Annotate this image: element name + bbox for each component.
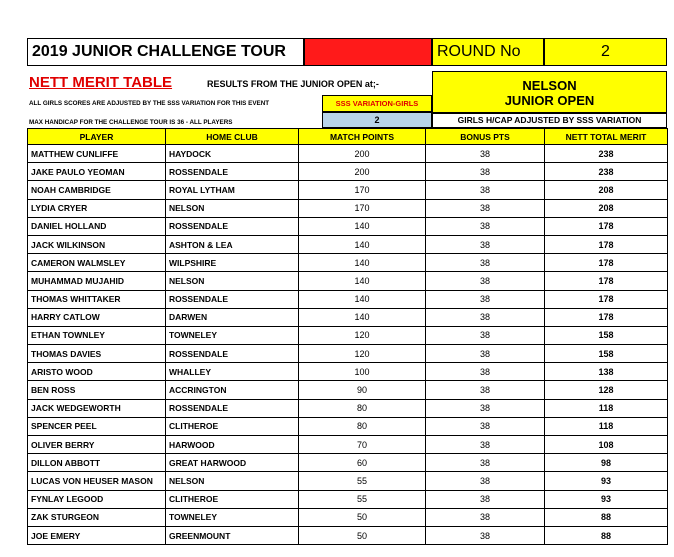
table-row — [28, 145, 668, 163]
round-value: 2 — [544, 38, 667, 66]
red-block — [304, 38, 432, 66]
table-row — [28, 163, 668, 181]
bonus-pts-cell: 38 — [426, 199, 545, 217]
match-points-cell: 140 — [299, 272, 426, 290]
bonus-pts-cell: 38 — [426, 454, 545, 472]
table-row — [28, 272, 668, 290]
bonus-pts-cell: 38 — [426, 472, 545, 490]
bonus-pts-cell: 38 — [426, 490, 545, 508]
home-club-cell: TOWNELEY — [166, 508, 299, 526]
nett-total-cell: 108 — [545, 436, 668, 454]
bonus-pts-cell: 38 — [426, 326, 545, 344]
match-points-cell: 70 — [299, 436, 426, 454]
bonus-pts-cell: 38 — [426, 526, 545, 544]
nett-total-cell: 178 — [545, 272, 668, 290]
nett-total-cell: 178 — [545, 254, 668, 272]
nett-total-cell: 138 — [545, 363, 668, 381]
col-header-match-points: MATCH POINTS — [299, 129, 426, 145]
table-row — [28, 217, 668, 235]
bonus-pts-cell: 38 — [426, 308, 545, 326]
match-points-cell: 170 — [299, 199, 426, 217]
table-row — [28, 181, 668, 199]
match-points-cell: 140 — [299, 290, 426, 308]
girls-handicap-note: GIRLS H/CAP ADJUSTED BY SSS VARIATION — [432, 112, 667, 128]
home-club-cell: GREAT HARWOOD — [166, 454, 299, 472]
player-cell: ARISTO WOOD — [28, 363, 166, 381]
player-cell: LUCAS VON HEUSER MASON — [28, 472, 166, 490]
player-cell: ZAK STURGEON — [28, 508, 166, 526]
player-cell: THOMAS WHITTAKER — [28, 290, 166, 308]
nett-total-cell: 88 — [545, 508, 668, 526]
event-line-1: NELSON — [522, 78, 577, 93]
player-cell: NOAH CAMBRIDGE — [28, 181, 166, 199]
match-points-cell: 140 — [299, 254, 426, 272]
nett-total-cell: 128 — [545, 381, 668, 399]
home-club-cell: GREENMOUNT — [166, 526, 299, 544]
tour-title: 2019 JUNIOR CHALLENGE TOUR — [27, 38, 304, 66]
match-points-cell: 80 — [299, 399, 426, 417]
home-club-cell: WHALLEY — [166, 363, 299, 381]
nett-total-cell: 238 — [545, 163, 668, 181]
table-row — [28, 345, 668, 363]
table-row — [28, 363, 668, 381]
match-points-cell: 140 — [299, 235, 426, 253]
player-cell: DILLON ABBOTT — [28, 454, 166, 472]
bonus-pts-cell: 38 — [426, 345, 545, 363]
bonus-pts-cell: 38 — [426, 508, 545, 526]
table-row — [28, 399, 668, 417]
nett-total-cell: 98 — [545, 454, 668, 472]
match-points-cell: 100 — [299, 363, 426, 381]
player-cell: LYDIA CRYER — [28, 199, 166, 217]
nett-total-cell: 118 — [545, 417, 668, 435]
nett-total-cell: 208 — [545, 181, 668, 199]
bonus-pts-cell: 38 — [426, 363, 545, 381]
table-row — [28, 308, 668, 326]
table-row — [28, 254, 668, 272]
nett-total-cell: 208 — [545, 199, 668, 217]
results-text: RESULTS FROM THE JUNIOR OPEN at;- — [207, 79, 379, 89]
bonus-pts-cell: 38 — [426, 254, 545, 272]
nett-total-cell: 178 — [545, 235, 668, 253]
event-line-2: JUNIOR OPEN — [504, 93, 595, 108]
col-header-bonus-pts: BONUS PTS — [426, 129, 545, 145]
home-club-cell: TOWNELEY — [166, 326, 299, 344]
match-points-cell: 90 — [299, 381, 426, 399]
table-row — [28, 381, 668, 399]
match-points-cell: 140 — [299, 217, 426, 235]
player-cell: DANIEL HOLLAND — [28, 217, 166, 235]
event-name — [432, 71, 667, 114]
player-cell: MATTHEW CUNLIFFE — [28, 145, 166, 163]
sss-variation-label: SSS VARIATION-GIRLS — [322, 95, 432, 112]
nett-total-cell: 238 — [545, 145, 668, 163]
match-points-cell: 200 — [299, 163, 426, 181]
bonus-pts-cell: 38 — [426, 272, 545, 290]
table-body — [28, 145, 668, 545]
player-cell: MUHAMMAD MUJAHID — [28, 272, 166, 290]
match-points-cell: 170 — [299, 181, 426, 199]
home-club-cell: DARWEN — [166, 308, 299, 326]
merit-table — [27, 128, 668, 545]
bonus-pts-cell: 38 — [426, 399, 545, 417]
home-club-cell: NELSON — [166, 272, 299, 290]
home-club-cell: ROSSENDALE — [166, 163, 299, 181]
match-points-cell: 120 — [299, 345, 426, 363]
nett-total-cell: 158 — [545, 326, 668, 344]
match-points-cell: 80 — [299, 417, 426, 435]
col-header-nett-total: NETT TOTAL MERIT — [545, 129, 668, 145]
home-club-cell: NELSON — [166, 199, 299, 217]
match-points-cell: 50 — [299, 508, 426, 526]
player-cell: BEN ROSS — [28, 381, 166, 399]
match-points-cell: 50 — [299, 526, 426, 544]
player-cell: SPENCER PEEL — [28, 417, 166, 435]
bonus-pts-cell: 38 — [426, 181, 545, 199]
home-club-cell: HAYDOCK — [166, 145, 299, 163]
nett-total-cell: 178 — [545, 290, 668, 308]
table-row — [28, 199, 668, 217]
player-cell: CAMERON WALMSLEY — [28, 254, 166, 272]
match-points-cell: 200 — [299, 145, 426, 163]
nett-merit-title: NETT MERIT TABLE — [29, 74, 173, 91]
table-row — [28, 526, 668, 544]
table-row — [28, 290, 668, 308]
home-club-cell: ASHTON & LEA — [166, 235, 299, 253]
nett-total-cell: 88 — [545, 526, 668, 544]
table-header-row — [28, 129, 668, 145]
player-cell: JOE EMERY — [28, 526, 166, 544]
nett-total-cell: 178 — [545, 217, 668, 235]
player-cell: FYNLAY LEGOOD — [28, 490, 166, 508]
player-cell: ETHAN TOWNLEY — [28, 326, 166, 344]
player-cell: JACK WEDGEWORTH — [28, 399, 166, 417]
max-handicap-note: MAX HANDICAP FOR THE CHALLENGE TOUR IS 36 - ALL PLAYERS — [29, 119, 233, 126]
bonus-pts-cell: 38 — [426, 417, 545, 435]
home-club-cell: ROSSENDALE — [166, 217, 299, 235]
player-cell: HARRY CATLOW — [28, 308, 166, 326]
col-header-player: PLAYER — [28, 129, 166, 145]
nett-total-cell: 93 — [545, 472, 668, 490]
player-cell: OLIVER BERRY — [28, 436, 166, 454]
bonus-pts-cell: 38 — [426, 217, 545, 235]
bonus-pts-cell: 38 — [426, 163, 545, 181]
home-club-cell: HARWOOD — [166, 436, 299, 454]
table-row — [28, 235, 668, 253]
home-club-cell: ROSSENDALE — [166, 399, 299, 417]
table-row — [28, 508, 668, 526]
nett-total-cell: 178 — [545, 308, 668, 326]
player-cell: JAKE PAULO YEOMAN — [28, 163, 166, 181]
table-row — [28, 472, 668, 490]
home-club-cell: ROSSENDALE — [166, 345, 299, 363]
home-club-cell: ROYAL LYTHAM — [166, 181, 299, 199]
table-row — [28, 417, 668, 435]
bonus-pts-cell: 38 — [426, 436, 545, 454]
table-row — [28, 490, 668, 508]
home-club-cell: WILPSHIRE — [166, 254, 299, 272]
home-club-cell: CLITHEROE — [166, 490, 299, 508]
match-points-cell: 140 — [299, 308, 426, 326]
nett-total-cell: 158 — [545, 345, 668, 363]
table-row — [28, 326, 668, 344]
table-row — [28, 436, 668, 454]
home-club-cell: ACCRINGTON — [166, 381, 299, 399]
nett-total-cell: 93 — [545, 490, 668, 508]
bonus-pts-cell: 38 — [426, 381, 545, 399]
bonus-pts-cell: 38 — [426, 235, 545, 253]
home-club-cell: CLITHEROE — [166, 417, 299, 435]
sss-variation-value: 2 — [322, 112, 432, 128]
home-club-cell: ROSSENDALE — [166, 290, 299, 308]
match-points-cell: 55 — [299, 490, 426, 508]
col-header-home-club: HOME CLUB — [166, 129, 299, 145]
nett-total-cell: 118 — [545, 399, 668, 417]
adjust-note: ALL GIRLS SCORES ARE ADJUSTED BY THE SSS VARIATION FOR THIS EVENT — [29, 100, 270, 107]
round-label: ROUND No — [432, 38, 544, 66]
player-cell: JACK WILKINSON — [28, 235, 166, 253]
table-row — [28, 454, 668, 472]
home-club-cell: NELSON — [166, 472, 299, 490]
match-points-cell: 60 — [299, 454, 426, 472]
bonus-pts-cell: 38 — [426, 145, 545, 163]
player-cell: THOMAS DAVIES — [28, 345, 166, 363]
bonus-pts-cell: 38 — [426, 290, 545, 308]
match-points-cell: 55 — [299, 472, 426, 490]
match-points-cell: 120 — [299, 326, 426, 344]
